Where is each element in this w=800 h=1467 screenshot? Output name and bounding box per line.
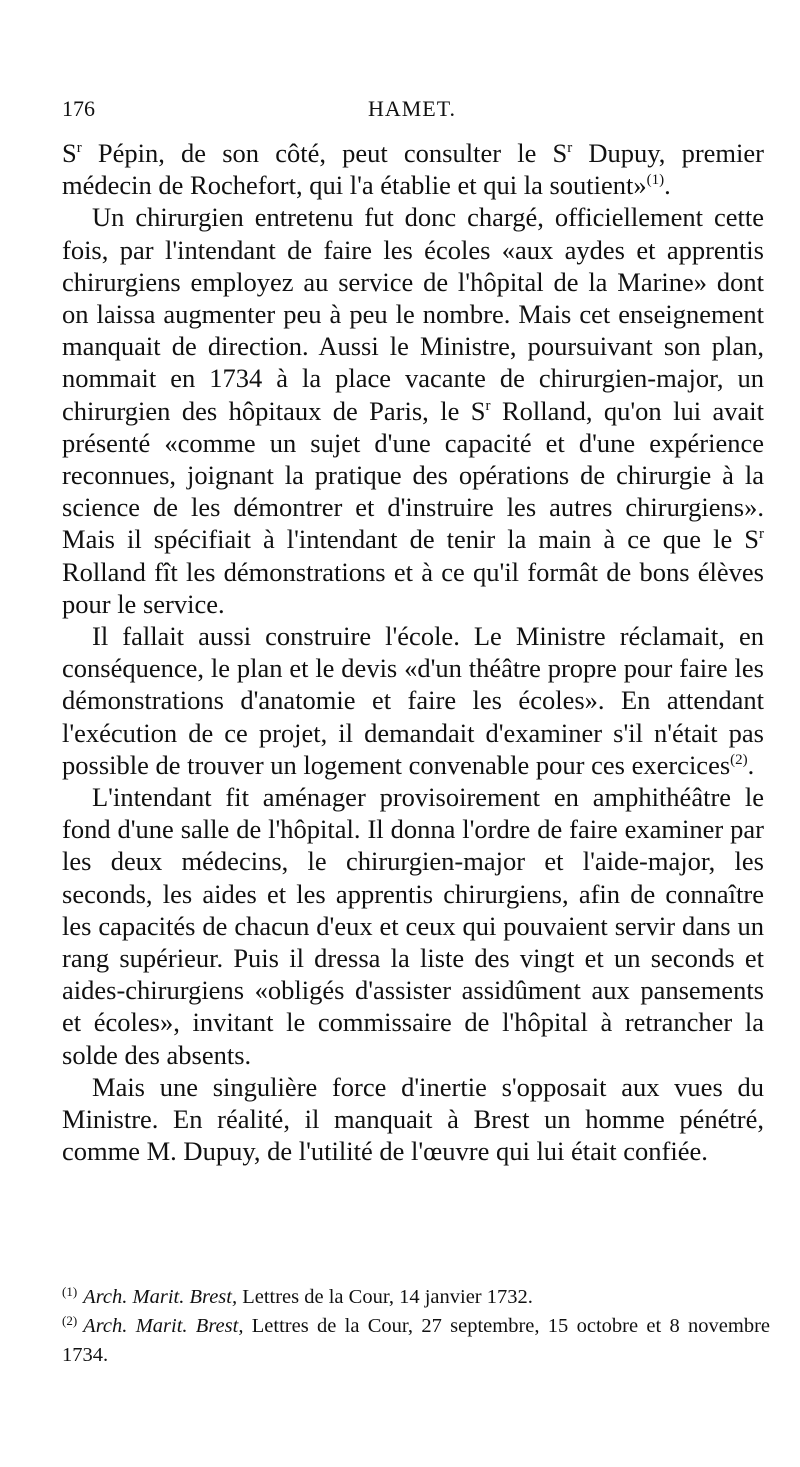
- paragraph-4: L'intendant fit aménager provisoirement en amphithéâtre le fond d'une salle de l'hôpital. Il donna l'ordre de faire examiner par les deux médecins, le chirurgien-major et l'aide-major, les seconds, les aides et les apprentis chirurgiens, afin de connaître les capacités de chacun d'eux et ceux qui pouvaient servir dans un rang supérieur. Puis il dressa la liste des vingt et un seconds et aides-chirurgiens «obligés d'assister assidûment aux pansements et écoles», invitant le commissaire de l'hôpital à retrancher la solde des absents.: [62, 782, 764, 1070]
- paragraph-5: Mais une singulière force d'inertie s'opposait aux vues du Ministre. En réalité, il manquait à Brest un homme pénétré, comme M. Dupuy, de l'utilité de l'œuvre qui lui était confiée.: [62, 1071, 764, 1167]
- text-run: Un chirurgien entretenu fut donc chargé, officiellement cette fois, par l'intendant de faire les écoles «aux aydes et apprentis chirurgiens employez au service de l'hôpital de la Marine» dont on laissa augmenter peu à peu le nombre. Mais cet enseignement manquait de direction. Aussi le Ministre, poursuivant son plan, nommait en 1734 à la place vacante de chirurgien-major, un chirurgien des hôpitaux de Paris, le S: [62, 202, 764, 426]
- superscript-r: r: [76, 140, 82, 156]
- page-header: [62, 96, 762, 126]
- paragraph-3: [62, 620, 764, 781]
- text-run: Pépin, de son côté, peut consulter le S: [81, 138, 568, 168]
- text-run: S: [62, 138, 77, 168]
- text-run: Dupuy, premier médecin de Rochefort, qui l'a établie et qui la soutient»: [62, 138, 764, 201]
- footnote-reference[interactable]: (1): [646, 172, 665, 189]
- text-run: Rolland, qu'on lui avait présenté «comme un sujet d'une capacité et d'une expérience reconnues, joignant la pratique des opérations de chirurgie à la science de les démontrer et d'instruire les autres chirurgiens». Mais il spécifiait à l'intendant de tenir la main à ce que le S: [62, 395, 764, 555]
- footnote-2: [62, 1312, 770, 1370]
- footnote-reference[interactable]: (2): [730, 751, 748, 768]
- text-run: Il fallait aussi construire l'école. Le Ministre réclamait, en conséquence, le plan et le devis «d'un théâtre propre pour faire les démonstrations d'anatomie et faire les écoles». En attendant l'exécution de ce projet, il demandait d'examiner s'il n'était pas possible de trouver un logement convenable pour ces exercices: [62, 621, 764, 780]
- text-run: Rolland fît les démonstrations et à ce qu'il formât de bons élèves pour le service.: [62, 556, 764, 619]
- body-text: [62, 137, 764, 1168]
- page-number: 176: [62, 96, 95, 121]
- footnote-mark: (1): [62, 1284, 78, 1299]
- footnote-text: Lettres de la Cour, 27 septembre, 15 octobre et 8 novembre 1734.: [62, 1315, 770, 1366]
- text-run: .: [664, 170, 671, 201]
- footnote-1: [62, 1283, 770, 1312]
- footnote-source: Arch. Marit. Brest,: [83, 1286, 238, 1308]
- superscript-r: r: [567, 140, 573, 156]
- superscript-r: r: [759, 526, 764, 543]
- running-title: HAMET.: [367, 96, 457, 121]
- superscript-r: r: [485, 397, 491, 414]
- footnotes: [62, 1283, 770, 1370]
- text-run: .: [747, 749, 755, 780]
- footnote-source: Arch. Marit. Brest,: [83, 1315, 244, 1337]
- footnote-text: Lettres de la Cour, 14 janvier 1732.: [237, 1286, 533, 1308]
- footnote-mark: (2): [62, 1313, 78, 1328]
- paragraph-1: [62, 137, 764, 201]
- paragraph-2: [62, 201, 764, 620]
